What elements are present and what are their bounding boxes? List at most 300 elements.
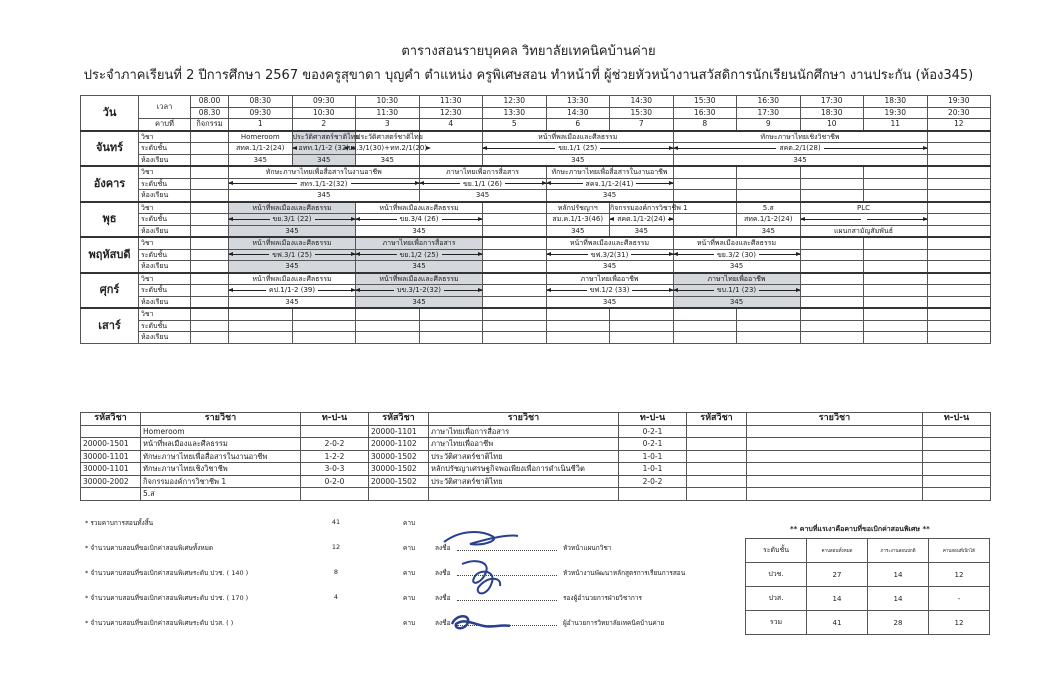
stats-cell: ปวส.	[746, 587, 807, 611]
schedule-cell	[419, 332, 483, 344]
subject-name: ภาษาไทยเพื่อการสื่อสาร	[429, 425, 619, 438]
subject-code	[687, 488, 747, 501]
arrow-left-icon	[293, 148, 296, 149]
class-level-cell	[800, 214, 927, 226]
row-label-room: ห้องเรียน	[139, 225, 191, 237]
stats-cell: 12	[929, 563, 990, 587]
room-cell: 345	[229, 261, 356, 273]
schedule-cell	[673, 190, 737, 202]
schedule-cell	[800, 190, 864, 202]
time-end: 17:30	[737, 107, 801, 119]
subject-cell: Homeroom	[229, 131, 293, 143]
room-cell: 345	[229, 296, 356, 308]
subject-cell: หน้าที่พลเมืองและศีลธรรม	[546, 237, 673, 249]
day-name-mon: จันทร์	[81, 131, 139, 167]
class-level: ขย.3/1(30)+ทท.2/1(20)	[347, 144, 428, 153]
arrow-right-icon	[631, 254, 672, 255]
sign-label: ลงชื่อ	[435, 544, 451, 552]
schedule-cell	[800, 320, 864, 332]
time-start: 18:30	[864, 96, 928, 108]
summary-label: * จำนวนคาบสอนที่ขอเบิกค่าสอนพิเศษระดับ ปวช. ( 170 )	[85, 594, 249, 602]
schedule-cell	[483, 249, 547, 261]
subject-credit: 1-0-1	[619, 450, 687, 463]
time-start: 08:30	[229, 96, 293, 108]
summary-count: 8	[333, 568, 339, 576]
summary-unit: คาบ	[403, 619, 416, 627]
schedule-cell	[927, 178, 991, 190]
schedule-cell	[419, 320, 483, 332]
schedule-cell	[483, 214, 547, 226]
arrow-right-icon	[759, 254, 800, 255]
stats-cell: 14	[807, 587, 868, 611]
row-label-room: ห้องเรียน	[139, 154, 191, 166]
schedule-cell	[229, 308, 293, 320]
summary-row	[85, 618, 785, 632]
table-row	[81, 488, 991, 501]
signature-line	[457, 600, 557, 601]
class-level-cell	[673, 143, 927, 155]
activity-cell	[191, 249, 229, 261]
signer-position: หัวหน้างานพัฒนาหลักสูตรการเรียนการสอน	[563, 569, 686, 577]
room-cell: 345	[356, 154, 420, 166]
time-end: 08.30	[191, 107, 229, 119]
room-cell: 345	[419, 190, 546, 202]
class-level: ขบ.1/1 (23)	[716, 286, 757, 295]
schedule-cell	[864, 249, 928, 261]
subject-cell: หน้าที่พลเมืองและศีลธรรม	[229, 273, 356, 285]
signature-2	[456, 556, 506, 600]
period-number: 3	[356, 119, 420, 131]
time-end: 18:30	[800, 107, 864, 119]
stats-header: คาบสอนทั้งหมด	[807, 539, 868, 563]
arrow-right-icon	[505, 183, 546, 184]
arrow-left-icon	[356, 290, 394, 291]
schedule-cell	[800, 296, 864, 308]
subject-credit: 0-2-0	[301, 475, 369, 488]
time-end: 14:30	[546, 107, 610, 119]
arrow-left-icon	[483, 148, 555, 149]
class-level-cell	[673, 249, 800, 261]
period-number: 4	[419, 119, 483, 131]
schedule-cell	[864, 308, 928, 320]
arrow-right-icon	[636, 183, 672, 184]
document-subtitle: ประจำภาคเรียนที่ 2 ปีการศึกษา 2567 ของครูสุขาดา บุญคำ ตำแหน่ง ครูพิเศษสอน ทำหน้าที่ ผู้ช่วยหัวหน้างานสวัสดิการนักเรียนนักศึกษา งานประกัน (ห้อง345)	[83, 68, 974, 83]
time-end: 20:30	[927, 107, 991, 119]
stats-cell: 12	[929, 611, 990, 635]
room-cell: 345	[356, 225, 483, 237]
time-end: 15:30	[610, 107, 674, 119]
signer-position: รองผู้อำนวยการฝ่ายวิชาการ	[563, 594, 642, 602]
credit-header: ท-ป-น	[923, 413, 991, 426]
stats-header: ระดับชั้น	[746, 539, 807, 563]
schedule-cell	[927, 237, 991, 249]
schedule-cell	[483, 273, 547, 285]
schedule-cell	[229, 332, 293, 344]
activity-cell	[191, 332, 229, 344]
class-level-cell: สทค.1/1-2(24)	[737, 214, 801, 226]
activity-cell	[191, 131, 229, 143]
schedule-cell	[483, 285, 547, 297]
schedule-cell	[546, 320, 610, 332]
arrow-left-icon	[229, 183, 297, 184]
arrow-right-icon	[442, 254, 483, 255]
class-level: ขย.1/2 (25)	[399, 250, 439, 259]
summary-unit: คาบ	[403, 569, 416, 577]
subject-credit: 2-0-2	[619, 475, 687, 488]
subject-table	[80, 412, 991, 501]
subject-name: ประวัติศาสตร์ชาติไทย	[429, 450, 619, 463]
day-column-header: วัน	[81, 96, 139, 131]
row-label-level: ระดับชั้น	[139, 143, 191, 155]
schedule-cell	[800, 332, 864, 344]
schedule-cell	[800, 178, 864, 190]
arrow-left-icon	[420, 183, 461, 184]
period-number: 1	[229, 119, 293, 131]
subject-code	[687, 463, 747, 476]
time-start: 15:30	[673, 96, 737, 108]
subject-credit: 1-0-1	[619, 463, 687, 476]
subject-name: ทักษะภาษาไทยเพื่อสื่อสารในงานอาชีพ	[141, 450, 301, 463]
schedule-cell	[864, 273, 928, 285]
schedule-cell	[800, 237, 864, 249]
schedule-cell	[927, 214, 991, 226]
room-cell: 345	[229, 190, 420, 202]
subject-code-header: รหัสวิชา	[369, 413, 429, 426]
sign-label: ลงชื่อ	[435, 569, 451, 577]
class-level-cell	[546, 178, 673, 190]
class-level: ขย.1/1 (26)	[463, 179, 502, 188]
arrow-left-icon	[547, 290, 587, 291]
schedule-cell	[483, 308, 547, 320]
room-cell: 345	[292, 154, 356, 166]
class-level: สคต.1/1-2(24)	[617, 215, 666, 224]
summary-unit: คาบ	[403, 594, 416, 602]
class-level: ขฟ.3/2(31)	[590, 250, 629, 259]
subject-code: 20000-1501	[81, 438, 141, 451]
subject-cell: ทักษะภาษาไทยเพื่อสื่อสารในงานอาชีพ	[229, 166, 420, 178]
table-row	[81, 450, 991, 463]
activity-cell	[191, 285, 229, 297]
stats-header: ภาระงานสอนปกติ	[868, 539, 929, 563]
activity-cell	[191, 202, 229, 214]
subject-credit	[301, 488, 369, 501]
subject-credit	[923, 438, 991, 451]
activity-cell	[191, 320, 229, 332]
period-number: 10	[800, 119, 864, 131]
activity-cell	[191, 143, 229, 155]
schedule-cell	[927, 166, 991, 178]
class-level: ขย.3/1 (22)	[272, 215, 312, 224]
period-number: 7	[610, 119, 674, 131]
subject-code	[687, 438, 747, 451]
room-cell: 345	[673, 154, 927, 166]
schedule-cell	[927, 202, 991, 214]
activity-cell	[191, 237, 229, 249]
schedule-cell	[800, 308, 864, 320]
signature-line	[457, 550, 557, 551]
subject-credit: 0-2-1	[619, 438, 687, 451]
summary-label: * จำนวนคาบสอนที่ขอเบิกค่าสอนพิเศษระดับ ปวช. ( 140 )	[85, 569, 249, 577]
class-level: อทท.1/1-2 (32)	[298, 144, 349, 153]
arrow-right-icon	[315, 254, 355, 255]
schedule-cell	[483, 202, 547, 214]
schedule-cell	[800, 261, 864, 273]
subject-cell: หน้าที่พลเมืองและศีลธรรม	[229, 202, 356, 214]
subject-credit	[923, 425, 991, 438]
day-name-tue: อังคาร	[81, 166, 139, 202]
schedule-cell	[483, 261, 547, 273]
stats-cell: 14	[868, 563, 929, 587]
room-cell: 345	[546, 261, 673, 273]
room-cell: 345	[610, 225, 674, 237]
schedule-cell	[483, 296, 547, 308]
period-number: 5	[483, 119, 547, 131]
time-end: 11:30	[356, 107, 420, 119]
row-label-level: ระดับชั้น	[139, 178, 191, 190]
schedule-cell	[927, 143, 991, 155]
schedule-cell	[737, 308, 801, 320]
class-level-cell	[347, 143, 428, 155]
schedule-cell	[483, 320, 547, 332]
class-level: สทร.1/1-2(32)	[300, 179, 348, 188]
schedule-cell	[927, 296, 991, 308]
stats-cell: รวม	[746, 611, 807, 635]
subject-cell: หน้าที่พลเมืองและศีลธรรม	[673, 237, 800, 249]
schedule-cell	[800, 166, 864, 178]
activity-cell	[191, 166, 229, 178]
class-level: ขฟ.1/2 (33)	[589, 286, 630, 295]
subject-credit	[923, 463, 991, 476]
schedule-cell	[927, 154, 991, 166]
arrow-left-icon	[229, 290, 266, 291]
subject-code	[687, 475, 747, 488]
schedule-cell	[546, 308, 610, 320]
schedule-cell	[610, 308, 674, 320]
arrow-right-icon	[352, 148, 355, 149]
arrow-right-icon	[632, 290, 672, 291]
time-start: 12:30	[483, 96, 547, 108]
class-level-cell	[673, 285, 800, 297]
stats-cell: 41	[807, 611, 868, 635]
table-row	[81, 475, 991, 488]
class-level: ขย.1/1 (25)	[558, 144, 598, 153]
schedule-cell	[356, 308, 420, 320]
period-number: 8	[673, 119, 737, 131]
subject-name: 5.ส	[141, 488, 301, 501]
time-label: เวลา	[139, 96, 191, 119]
subject-name	[747, 450, 923, 463]
table-row	[81, 463, 991, 476]
table-row	[81, 438, 991, 451]
class-level: บข.3/1-2(32)	[396, 286, 442, 295]
schedule-cell	[356, 332, 420, 344]
arrow-left-icon	[547, 183, 583, 184]
subject-name	[747, 463, 923, 476]
subject-name-header: รายวิชา	[747, 413, 923, 426]
schedule-cell	[927, 131, 991, 143]
schedule-cell	[737, 332, 801, 344]
class-level-cell	[356, 285, 483, 297]
subject-credit: 0-2-1	[619, 425, 687, 438]
summary-row	[85, 593, 785, 607]
room-cell: 345	[546, 296, 673, 308]
arrow-left-icon	[801, 219, 861, 220]
time-end: 16:30	[673, 107, 737, 119]
row-label-subject: วิชา	[139, 308, 191, 320]
activity-cell	[191, 261, 229, 273]
schedule-cell	[737, 178, 801, 190]
schedule-table	[80, 95, 991, 344]
activity-cell	[191, 296, 229, 308]
arrow-left-icon	[674, 290, 714, 291]
class-level-cell	[229, 214, 356, 226]
time-start: 11:30	[419, 96, 483, 108]
schedule-cell	[673, 308, 737, 320]
class-level-cell	[610, 214, 674, 226]
row-label-subject: วิชา	[139, 166, 191, 178]
subject-code: 30000-1101	[81, 450, 141, 463]
subject-name-header: รายวิชา	[429, 413, 619, 426]
schedule-cell	[610, 332, 674, 344]
subject-name: กิจกรรมองค์การวิชาชีพ 1	[141, 475, 301, 488]
subject-cell: ภาษาไทยเพื่ออาชีพ	[673, 273, 800, 285]
room-cell: แผนกสามัญสัมพันธ์	[800, 225, 927, 237]
room-cell: 345	[229, 154, 293, 166]
subject-code: 30000-1502	[369, 450, 429, 463]
room-cell: 345	[229, 225, 356, 237]
schedule-cell	[864, 166, 928, 178]
schedule-cell	[292, 320, 356, 332]
subject-name: หลักปรัชญาเศรษฐกิจพอเพียงเพื่อการดำเนินชีวิต	[429, 463, 619, 476]
schedule-cell	[927, 225, 991, 237]
subject-name: ภาษาไทยเพื่ออาชีพ	[429, 438, 619, 451]
sign-label: ลงชื่อ	[435, 619, 451, 627]
subject-code-header: รหัสวิชา	[687, 413, 747, 426]
document-title: ตารางสอนรายบุคคล วิทยาลัยเทคนิคบ้านค่าย	[401, 44, 656, 59]
subject-name	[747, 425, 923, 438]
schedule-cell	[864, 320, 928, 332]
row-label-room: ห้องเรียน	[139, 332, 191, 344]
activity-cell	[191, 178, 229, 190]
subject-name: ประวัติศาสตร์ชาติไทย	[429, 475, 619, 488]
subject-name	[747, 488, 923, 501]
subject-code-header: รหัสวิชา	[81, 413, 141, 426]
subject-cell: หน้าที่พลเมืองและศีลธรรม	[356, 202, 483, 214]
arrow-right-icon	[351, 183, 419, 184]
schedule-cell	[610, 320, 674, 332]
activity-cell	[191, 273, 229, 285]
subject-credit	[619, 488, 687, 501]
summary-count: 4	[333, 593, 339, 601]
period-number: 11	[864, 119, 928, 131]
subject-cell: ภาษาไทยเพื่ออาชีพ	[546, 273, 673, 285]
schedule-cell	[737, 320, 801, 332]
subject-credit	[301, 425, 369, 438]
schedule-cell	[483, 237, 547, 249]
stats-row	[746, 611, 990, 635]
schedule-cell	[800, 285, 864, 297]
arrow-right-icon	[442, 219, 483, 220]
row-label-room: ห้องเรียน	[139, 296, 191, 308]
subject-cell: หน้าที่พลเมืองและศีลธรรม	[483, 131, 674, 143]
row-label-subject: วิชา	[139, 202, 191, 214]
stats-cell: ปวช.	[746, 563, 807, 587]
summary-unit: คาบ	[403, 544, 416, 552]
summary-label: * จำนวนคาบสอนที่ขอเบิกค่าสอนพิเศษทั้งหมด	[85, 544, 214, 552]
subject-cell: ทักษะภาษาไทยเพื่อสื่อสารในงานอาชีพ	[546, 166, 673, 178]
signer-position: หัวหน้าแผนกวิชา	[563, 544, 612, 552]
subject-name-header: รายวิชา	[141, 413, 301, 426]
arrow-right-icon	[759, 290, 799, 291]
stats-cell: 28	[868, 611, 929, 635]
signature-3	[444, 610, 514, 636]
schedule-cell	[229, 320, 293, 332]
schedule-cell	[546, 332, 610, 344]
schedule-cell	[356, 320, 420, 332]
schedule-cell	[483, 332, 547, 344]
room-cell: 345	[483, 154, 674, 166]
row-label-level: ระดับชั้น	[139, 285, 191, 297]
row-label-subject: วิชา	[139, 237, 191, 249]
row-label-room: ห้องเรียน	[139, 190, 191, 202]
arrow-right-icon	[315, 219, 356, 220]
time-end: 13:30	[483, 107, 547, 119]
time-start: 13:30	[546, 96, 610, 108]
class-level-cell	[229, 285, 356, 297]
schedule-cell	[864, 178, 928, 190]
schedule-cell	[927, 308, 991, 320]
schedule-cell	[673, 225, 737, 237]
row-label-level: ระดับชั้น	[139, 320, 191, 332]
class-level-cell: สม.ค.1/1-3(46)	[546, 214, 610, 226]
subject-code	[687, 425, 747, 438]
subject-code: 30000-2002	[81, 475, 141, 488]
subject-cell: หน้าที่พลเมืองและศีลธรรม	[356, 273, 483, 285]
summary-count: 41	[331, 518, 341, 526]
arrow-left-icon	[229, 254, 269, 255]
subject-name	[429, 488, 619, 501]
schedule-cell	[419, 131, 483, 143]
schedule-cell	[927, 273, 991, 285]
subject-code	[687, 450, 747, 463]
subject-cell: ประวัติศาสตร์ชาติไทย	[292, 131, 356, 143]
subject-code: 30000-1502	[369, 463, 429, 476]
room-cell: 345	[673, 261, 800, 273]
time-start: 09:30	[292, 96, 356, 108]
subject-cell: หลักปรัชญาฯ	[546, 202, 610, 214]
subject-credit: 2-0-2	[301, 438, 369, 451]
time-end: 10:30	[292, 107, 356, 119]
subject-credit: 1-2-2	[301, 450, 369, 463]
subject-credit	[923, 450, 991, 463]
room-cell: 345	[546, 190, 673, 202]
subject-name: ทักษะภาษาไทยเชิงวิชาชีพ	[141, 463, 301, 476]
period-number: 6	[546, 119, 610, 131]
schedule-cell	[864, 296, 928, 308]
schedule-cell	[800, 249, 864, 261]
row-label-subject: วิชา	[139, 273, 191, 285]
class-level: สคจ.1/1-2(41)	[585, 179, 634, 188]
arrow-right-icon	[318, 290, 355, 291]
stats-cell: 14	[868, 587, 929, 611]
room-cell: 345	[356, 261, 483, 273]
schedule-cell	[927, 320, 991, 332]
arrow-right-icon	[600, 148, 672, 149]
row-label-room: ห้องเรียน	[139, 261, 191, 273]
schedule-cell	[673, 178, 737, 190]
arrow-right-icon	[668, 219, 672, 220]
schedule-cell	[419, 308, 483, 320]
